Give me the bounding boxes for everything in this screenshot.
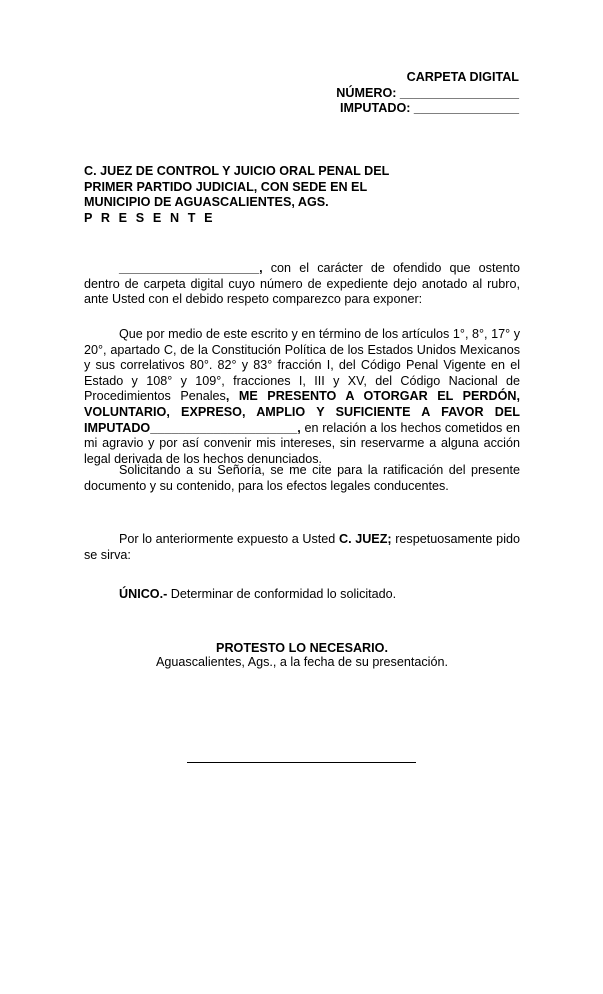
body-text-1: Que por medio de este escrito y en término de los artículos 1°, 8°, 17° y 20°, apartado C, de la Constitución Política de los Estados Unidos Mexicanos y sus correlativos 80°. 82° y 83° fracción I, del Código Penal Vigente en el Estado y 108° y 109°, fracciones I, III y XV, del Código Nacional de Procedimientos Penales [84, 327, 520, 404]
case-header-title: CARPETA DIGITAL [406, 70, 519, 84]
name-blank: ____________________, [119, 261, 263, 275]
addressee-line-2: PRIMER PARTIDO JUDICIAL, CON SEDE EN EL [84, 179, 368, 194]
accused-line: IMPUTADO: _______________ [340, 101, 519, 116]
case-number-line: NÚMERO: _________________ [336, 85, 519, 100]
judge-title: C. JUEZ; [338, 532, 392, 546]
request-paragraph [84, 463, 520, 494]
closing-text-1: Por lo anteriormente expuesto a Usted [119, 532, 339, 546]
addressee-line-3: MUNICIPIO DE AGUASCALIENTES, AGS. [84, 195, 329, 210]
place-date: Aguascalientes, Ags., a la fecha de su presentación. [156, 655, 448, 669]
intro-text: con el carácter de ofendido que ostento dentro de carpeta digital cuyo número de expediente dejo anotado al rubro, ante Usted con el debido respeto comparezco para exponer: [84, 261, 520, 307]
body-paragraph [84, 327, 520, 467]
pardon-statement: , ME PRESENTO A OTORGAR EL PERDÓN, VOLUNTARIO, EXPRESO, AMPLIO Y SUFICIENTE A FAVOR DEL IMPUTADO_____________________, [84, 389, 520, 435]
unico-paragraph [84, 587, 520, 603]
case-header [336, 70, 519, 117]
body-text-2: en relación a los hechos cometidos en mi agravio y por así convenir mis intereses, sin reservarme a alguna acción legal derivada de los hechos denunciados. [84, 420, 520, 466]
closing-paragraph [84, 532, 520, 563]
intro-paragraph [84, 261, 520, 308]
signature-line [187, 762, 416, 763]
request-text: Solicitando a su Señoría, se me cite para la ratificación del presente documento y su contenido, para los efectos legales conducentes. [84, 463, 520, 493]
protest-title: PROTESTO LO NECESARIO. [216, 641, 388, 655]
addressee-block [84, 164, 389, 226]
unico-label: ÚNICO.- [119, 587, 168, 601]
addressee-line-1: C. JUEZ DE CONTROL Y JUICIO ORAL PENAL DEL [84, 164, 390, 178]
presente-line: P R E S E N T E [84, 210, 216, 225]
unico-text: Determinar de conformidad lo solicitado. [167, 587, 397, 601]
closing-text-2: respetuosamente pido se sirva: [84, 532, 520, 562]
